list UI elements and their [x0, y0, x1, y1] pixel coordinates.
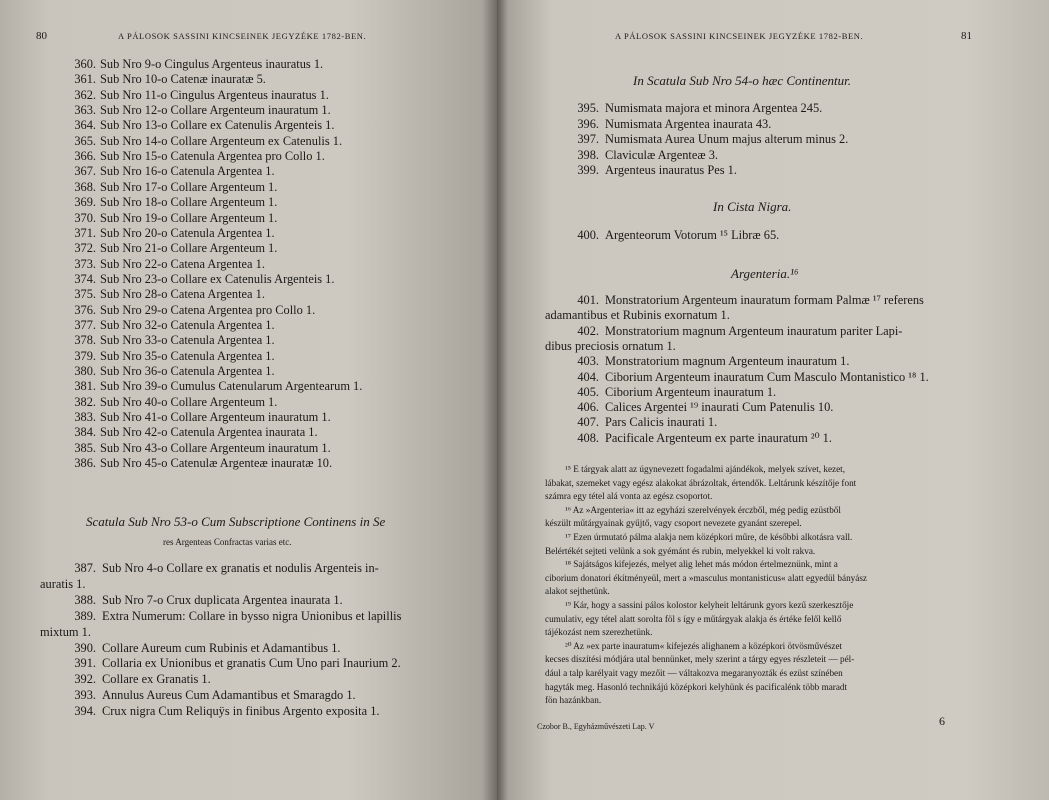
entry-number: 380. [74, 364, 96, 378]
left-page [0, 0, 497, 800]
entry-number: 401. [577, 293, 599, 307]
entry-text: Ciborium Argenteum inauratum Cum Masculo Montanistico ¹⁸ 1. [605, 369, 929, 384]
entry-text: Monstratorium Argenteum inauratum formam Palmæ ¹⁷ referens [605, 293, 924, 307]
entry-text: Calices Argentei ¹⁹ inaurati Cum Patenulis 10. [605, 400, 834, 415]
entry-text: Sub Nro 42-o Catenula Argentea inaurata 1. [100, 425, 318, 440]
entry-number: 383. [74, 410, 96, 425]
entry-number: 370. [74, 210, 96, 225]
entry-number: 385. [74, 440, 96, 455]
entry-number: 387. [74, 561, 96, 575]
left-page-number: 80 [36, 30, 47, 42]
entry-number: 398. [577, 147, 599, 162]
heading-argenteria: Argenteria.¹⁶ [731, 266, 799, 281]
entry-text: Ciborium Argenteum inauratum 1. [605, 384, 777, 399]
entry-text: Sub Nro 45-o Catenulæ Argenteæ inauratæ 10. [100, 456, 333, 471]
entry-number: 384. [74, 425, 96, 440]
footnote-line: kecses díszítési módjára utal bennünket, mely szerint a tárgy egyes részleteit — pél- [545, 654, 855, 665]
entry-number: 378. [74, 333, 96, 348]
entry-number: 363. [74, 103, 96, 118]
entry-text: Sub Nro 43-o Collare Argenteum inauratum 1. [100, 440, 331, 455]
entry-text: Sub Nro 16-o Catenula Argentea 1. [100, 164, 275, 179]
entry-text: Numismata majora et minora Argentea 245. [605, 101, 823, 115]
entry-number: 399. [577, 163, 599, 178]
heading-cista-nigra: In Cista Nigra. [713, 199, 792, 214]
entry-text: Sub Nro 35-o Catenula Argentea 1. [100, 348, 275, 363]
entry-text: Sub Nro 12-o Collare Argenteum inauratum 1. [100, 103, 331, 118]
entry-number: 376. [74, 302, 96, 317]
footnote-line: ¹⁵ E tárgyak alatt az úgynevezett fogadalmi ajándékok, melyek szívet, kezet, [565, 464, 846, 474]
entry-text: Sub Nro 10-o Catenæ inauratæ 5. [100, 72, 266, 87]
entry-number: 369. [74, 195, 96, 210]
footnote-line: alakot sejthetünk. [545, 586, 610, 597]
footnote-line: ¹⁷ Ezen úrmutató pálma alakja nem középkori műre, de későbbi alkotásra vall. [565, 532, 853, 542]
footnote-line: tájékozást nem szerezhetünk. [545, 627, 653, 638]
footnote-line: hagyták meg. Hasonló technikájú középkori kelyhünk és pacificalénk több maradt [545, 681, 848, 692]
entry-text: Sub Nro 17-o Collare Argenteum 1. [100, 179, 278, 194]
entry-number: 408. [577, 430, 599, 445]
entry-text: Pars Calicis inaurati 1. [605, 415, 718, 430]
footnote-line: fön hazánkban. [545, 695, 602, 706]
entry-text: Collare Aureum cum Rubinis et Adamantibus 1. [102, 640, 341, 655]
entry-number: 396. [577, 116, 599, 131]
entry-number: 388. [74, 592, 96, 607]
entry-number: 390. [74, 640, 96, 655]
entry-number: 404. [577, 369, 599, 384]
signature: Czobor B., Egyházművészeti Lap. V [537, 722, 655, 731]
entry-number: 368. [74, 179, 96, 194]
entry-number: 360. [74, 57, 96, 71]
entry-number: 377. [74, 317, 96, 332]
entry-number: 382. [74, 394, 96, 409]
footnote-line: ciborium donatori ékítményeül, mert a »masculus montanisticus« alatt egyedül bányász [545, 572, 867, 583]
entry-text: Sub Nro 20-o Catenula Argentea 1. [100, 225, 275, 240]
entry-text: Sub Nro 32-o Catenula Argentea 1. [100, 317, 275, 332]
entry-text: Sub Nro 39-o Cumulus Catenularum Argentearum 1. [100, 379, 363, 394]
entry-text: mixtum 1. [40, 624, 91, 639]
entry-number: 394. [74, 704, 96, 719]
entry-text: Numismata Aurea Unum majus alterum minus 2. [605, 132, 849, 147]
footnote-line: számra egy tétel alá vonta az egész csoportot. [545, 491, 713, 502]
entry-number: 374. [74, 271, 96, 286]
entry-number: 405. [577, 384, 599, 399]
entry-text: Sub Nro 28-o Catena Argentea 1. [100, 287, 265, 302]
entry-text: Sub Nro 41-o Collare Argenteum inauratum 1. [100, 410, 331, 425]
right-running-head: A PÁLOSOK SASSINI KINCSEINEK JEGYZÉKE 1782-BEN. [615, 31, 864, 41]
entry-text: Claviculæ Argenteæ 3. [605, 147, 718, 162]
entry-number: 393. [74, 688, 96, 703]
entry-number: 389. [74, 608, 96, 623]
entry-number: 362. [74, 87, 96, 102]
entry-text: Pacificale Argenteum ex parte inauratum ²⁰ 1. [605, 430, 832, 445]
entry-number: 386. [74, 456, 96, 471]
entry-text: Monstratorium magnum Argenteum inauratum 1. [605, 354, 850, 369]
entry-text: Extra Numerum: Collare in bysso nigra Unionibus et lapillis [102, 608, 402, 623]
entry-text: Crux nigra Cum Reliquÿs in finibus Argento exposita 1. [102, 704, 380, 719]
entry-number: 365. [74, 133, 96, 148]
entry-number: 395. [577, 101, 599, 115]
entry-number: 391. [74, 656, 96, 671]
entry-text: Sub Nro 11-o Cingulus Argenteus inauratus 1. [100, 87, 329, 102]
footnote-line: ²⁰ Az »ex parte inauratum« kifejezés alighanem a középkori ötvösművészet [565, 640, 843, 651]
section-heading: Scatula Sub Nro 53-o Cum Subscriptione Continens in Se [86, 514, 386, 529]
entry-text: dibus preciosis ornatum 1. [545, 338, 676, 353]
footnote-line: cumulativ, egy tétel alatt sorolta föl s így e műtárgyak alakja és értéke felől kellő [545, 613, 842, 624]
entry-text: Sub Nro 29-o Catena Argentea pro Collo 1. [100, 302, 316, 317]
entry-text: Monstratorium magnum Argenteum inauratum pariter Lapi- [605, 323, 903, 338]
footnote-line: dául a talp karélyait vagy mezőit — váltakozva megaranyozták és ezüst színében [545, 668, 843, 678]
entry-text: Collaria ex Unionibus et granatis Cum Uno pari Inaurium 2. [102, 656, 401, 671]
footnote-line: ¹⁶ Az »Argenteria« itt az egyházi szerelvények érczből, még pedig ezüstből [565, 504, 841, 515]
entry-number: 381. [74, 379, 96, 394]
entry-text: Sub Nro 21-o Collare Argenteum 1. [100, 241, 278, 256]
entry-number: 371. [74, 225, 96, 240]
footnote-line: ¹⁸ Sajátságos kifejezés, melyet alig lehet más módon értelmeznünk, mint a [565, 559, 838, 570]
entry-number: 403. [577, 354, 599, 369]
entry-number: 375. [74, 287, 96, 302]
entry-text: Sub Nro 33-o Catenula Argentea 1. [100, 333, 275, 348]
footnote-line: ¹⁹ Kár, hogy a sassini pálos kolostor kelyheit leltárunk gyors kezű szerkesztője [565, 600, 854, 610]
entry-text: Sub Nro 13-o Collare ex Catenulis Argenteis 1. [100, 118, 335, 133]
entry-text: adamantibus et Rubinis exornatum 1. [545, 308, 730, 323]
right-page [497, 0, 1049, 800]
entry-text: Sub Nro 9-o Cingulus Argenteus inauratus 1. [100, 57, 324, 71]
entry-number: 364. [74, 118, 96, 133]
entry-text: Sub Nro 23-o Collare ex Catenulis Argenteis 1. [100, 271, 335, 286]
entry-text: Numismata Argentea inaurata 43. [605, 116, 772, 131]
entry-number: 372. [74, 241, 96, 256]
footnote-line: készült műtárgyainak gyűjtő, vagy csoport nevezete gyanánt szerepel. [545, 518, 802, 529]
entry-text: Collare ex Granatis 1. [102, 672, 211, 687]
signature-mark: 6 [939, 714, 945, 728]
entry-text: Sub Nro 40-o Collare Argenteum 1. [100, 394, 278, 409]
entry-number: 361. [74, 72, 96, 87]
left-running-head: A PÁLOSOK SASSINI KINCSEINEK JEGYZÉKE 1782-BEN. [118, 31, 367, 41]
entry-text: Sub Nro 7-o Crux duplicata Argentea inaurata 1. [102, 592, 343, 607]
entry-text: auratis 1. [40, 576, 86, 591]
entry-text: Sub Nro 36-o Catenula Argentea 1. [100, 364, 275, 378]
section-subheading: res Argenteas Confractas varias etc. [163, 537, 292, 547]
entry-text: Sub Nro 4-o Collare ex granatis et nodulis Argenteis in- [102, 561, 379, 575]
entry-text: Sub Nro 18-o Collare Argenteum 1. [100, 195, 278, 210]
entry-text: Annulus Aureus Cum Adamantibus et Smaragdo 1. [102, 688, 356, 703]
entry-text: Argenteorum Votorum ¹⁵ Libræ 65. [605, 228, 780, 242]
entry-text: Argenteus inauratus Pes 1. [605, 163, 737, 178]
entry-number: 373. [74, 256, 96, 271]
right-page-number: 81 [961, 30, 972, 42]
footnote-line: Belértékét sejteti velünk a sok gyémánt és rubin, melyekkel ki volt rakva. [545, 545, 816, 556]
entry-text: Sub Nro 15-o Catenula Argentea pro Collo 1. [100, 149, 325, 164]
entry-number: 406. [577, 400, 599, 415]
entry-text: Sub Nro 19-o Collare Argenteum 1. [100, 210, 278, 225]
entry-number: 366. [74, 149, 96, 164]
footnote-line: lábakat, szemeket vagy egész alakokat ábrázoltak, értendők. Leltárunk készítője font [545, 477, 857, 488]
entry-text: Sub Nro 14-o Collare Argenteum ex Catenulis 1. [100, 133, 343, 148]
entry-text: Sub Nro 22-o Catena Argentea 1. [100, 256, 265, 271]
entry-number: 367. [74, 164, 96, 179]
entry-number: 407. [577, 415, 599, 430]
entry-number: 392. [74, 672, 96, 687]
heading-scatula-54: In Scatula Sub Nro 54-o hæc Continentur. [633, 73, 851, 88]
entry-number: 402. [577, 323, 599, 338]
entry-number: 400. [577, 228, 599, 242]
entry-number: 379. [74, 348, 96, 363]
entry-number: 397. [577, 132, 599, 147]
